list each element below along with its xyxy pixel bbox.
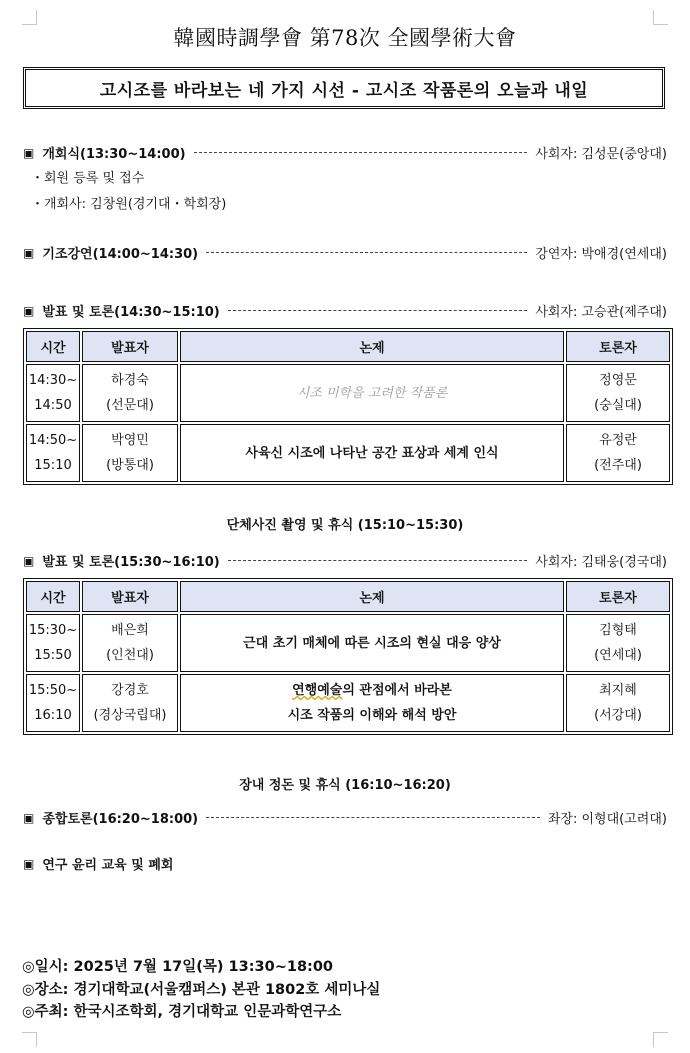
discussant-name: 유정란 — [599, 433, 637, 448]
session2-heading: 발표 및 토론(15:30~16:10) — [42, 555, 220, 570]
topic-cell — [180, 614, 564, 672]
event-host: ◎주최: 한국시조학회, 경기대학교 인문과학연구소 — [22, 1004, 342, 1020]
section-marker-icon: ▣ — [23, 856, 35, 871]
time-end: 14:50 — [34, 398, 72, 413]
topic-text: 근대 초기 매체에 따른 시조의 현실 대응 양상 — [243, 635, 501, 651]
session1-heading-row — [23, 301, 667, 320]
time-cell — [26, 614, 80, 672]
presenter-cell — [82, 614, 178, 672]
discussion-heading: 종합토론(16:20~18:00) — [42, 812, 199, 827]
session1-moderator: 사회자: 고승관(제주대) — [535, 305, 667, 320]
dotted-leader — [206, 817, 540, 818]
time-start: 15:30~ — [28, 623, 78, 638]
presenter-affiliation: (방통대) — [106, 458, 154, 473]
dotted-leader — [206, 252, 527, 253]
session1-heading: 발표 및 토론(14:30~15:10) — [42, 305, 220, 320]
presenter-name: 하경숙 — [111, 373, 149, 388]
discussant-affiliation: (연세대) — [594, 648, 642, 663]
topic-text: 시조 미학을 고려한 작품론 — [296, 385, 448, 401]
topic-text-line2: 시조 작품의 이해와 해석 방안 — [287, 708, 457, 723]
time-end: 16:10 — [34, 708, 72, 723]
presenter-affiliation: (인천대) — [106, 648, 154, 663]
topic-text: 사육신 시조에 나타난 공간 표상과 세계 인식 — [245, 445, 499, 461]
column-header-presenter: 발표자 — [82, 331, 178, 362]
time-start: 14:30~ — [28, 373, 78, 388]
discussion-heading-row — [23, 808, 667, 827]
keynote-heading-row — [23, 243, 667, 262]
time-cell — [26, 674, 80, 732]
presenter-cell — [82, 674, 178, 732]
dotted-leader — [228, 310, 528, 311]
discussant-cell — [566, 424, 670, 482]
time-end: 15:10 — [34, 458, 72, 473]
event-date: ◎일시: 2025년 7월 17일(목) 13:30~18:00 — [22, 959, 334, 975]
dotted-leader — [228, 560, 528, 561]
keynote-heading: 기조강연(14:00~14:30) — [42, 247, 199, 262]
topic-text-line1 — [181, 678, 563, 703]
presenter-affiliation: (선문대) — [106, 398, 154, 413]
table-row — [26, 424, 670, 482]
session2-heading-row — [23, 551, 667, 570]
time-cell — [26, 364, 80, 422]
section-marker-icon: ▣ — [23, 303, 35, 318]
discussant-cell — [566, 614, 670, 672]
topic-cell — [180, 364, 564, 422]
presenter-cell — [82, 364, 178, 422]
table-row — [26, 614, 670, 672]
column-header-discussant: 토론자 — [566, 331, 670, 362]
discussant-affiliation: (전주대) — [594, 458, 642, 473]
opening-heading-row — [23, 143, 667, 162]
time-end: 15:50 — [34, 648, 72, 663]
dotted-leader — [194, 152, 528, 153]
discussant-affiliation: (숭실대) — [594, 398, 642, 413]
session1-table — [23, 328, 673, 485]
crop-mark-bottom-left — [22, 1032, 37, 1047]
discussant-cell — [566, 674, 670, 732]
opening-item-opening-address: ・개회사: 김창원(경기대・학회장) — [31, 197, 227, 212]
presenter-cell — [82, 424, 178, 482]
spellcheck-underlined-word: 연행예술 — [292, 683, 343, 698]
column-header-time: 시간 — [26, 581, 80, 612]
column-header-topic: 논제 — [180, 581, 564, 612]
column-header-presenter: 발표자 — [82, 581, 178, 612]
presenter-name: 강경호 — [111, 683, 149, 698]
discussant-affiliation: (서강대) — [594, 708, 642, 723]
section-marker-icon: ▣ — [23, 810, 35, 825]
time-start: 15:50~ — [28, 683, 78, 698]
closing-heading-row — [23, 854, 667, 873]
opening-heading: 개회식(13:30~14:00) — [42, 147, 186, 162]
crop-mark-bottom-right — [653, 1032, 668, 1047]
opening-item-registration: ・회원 등록 및 접수 — [31, 171, 145, 186]
break2-notice: 장내 정돈 및 휴식 (16:10~16:20) — [239, 778, 451, 793]
event-place: ◎장소: 경기대학교(서울캠퍼스) 본관 1802호 세미나실 — [22, 982, 381, 998]
discussant-name: 김형태 — [599, 623, 637, 638]
closing-heading: 연구 윤리 교육 및 폐회 — [42, 858, 174, 873]
break1-notice: 단체사진 촬영 및 휴식 (15:10~15:30) — [226, 518, 464, 533]
presenter-name: 배은희 — [111, 623, 149, 638]
time-start: 14:50~ — [28, 433, 78, 448]
discussant-name: 정영문 — [599, 373, 637, 388]
discussant-name: 최지혜 — [599, 683, 637, 698]
discussion-chair: 좌장: 이형대(고려대) — [547, 812, 667, 827]
time-cell — [26, 424, 80, 482]
section-marker-icon: ▣ — [23, 553, 35, 568]
discussant-cell — [566, 364, 670, 422]
section-marker-icon: ▣ — [23, 145, 35, 160]
section-marker-icon: ▣ — [23, 245, 35, 260]
presenter-affiliation: (경상국립대) — [93, 708, 167, 723]
table-header-row — [26, 581, 670, 612]
table-header-row — [26, 331, 670, 362]
topic-cell — [180, 674, 564, 732]
document-title: 韓國時調學會 第78次 全國學術大會 — [173, 26, 517, 50]
subtitle-box — [23, 67, 665, 109]
column-header-topic: 논제 — [180, 331, 564, 362]
presenter-name: 박영민 — [111, 433, 149, 448]
subtitle-text: 고시조를 바라보는 네 가지 시선 - 고시조 작품론의 오늘과 내일 — [99, 80, 589, 101]
column-header-discussant: 토론자 — [566, 581, 670, 612]
opening-moderator: 사회자: 김성문(중앙대) — [535, 147, 667, 162]
session2-table — [23, 578, 673, 735]
column-header-time: 시간 — [26, 331, 80, 362]
topic-text-rest: 의 관점에서 바라본 — [342, 683, 452, 698]
table-row — [26, 364, 670, 422]
topic-cell — [180, 424, 564, 482]
session2-moderator: 사회자: 김태웅(경국대) — [535, 555, 667, 570]
keynote-speaker: 강연자: 박애경(연세대) — [535, 247, 667, 262]
table-row — [26, 674, 670, 732]
